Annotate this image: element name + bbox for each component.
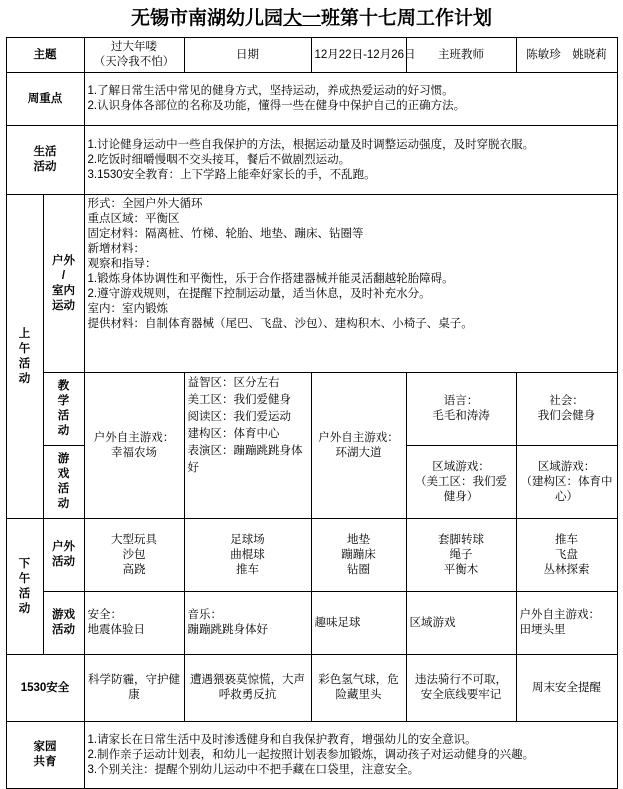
afternoon-game-col-2-item-2: 蹦蹦跳跳身体好 <box>187 624 268 636</box>
table-row-afternoon-outdoor <box>6 519 617 592</box>
morning-game-zone-art-line1: 区域游戏： <box>432 460 490 473</box>
morning-label-char-4: 动 <box>18 372 31 385</box>
afternoon-section-label <box>6 519 43 655</box>
afternoon-game-label-line1: 游戏 <box>52 609 75 621</box>
outdoor-indoor-line-8: 室内：室内锻炼 <box>87 303 168 315</box>
week-focus-content <box>84 73 617 126</box>
outdoor-indoor-label-line3: 室内 <box>52 284 75 297</box>
afternoon-game-col-5-item-2: 田埂头里 <box>519 624 566 636</box>
afternoon-outdoor-col-2-item-3: 推车 <box>236 563 259 576</box>
life-activity-line-2: 2.吃饭时细嚼慢咽不交头接耳，餐后不做剧烈运动。 <box>87 153 351 166</box>
life-activity-label-line2: 活动 <box>33 161 57 173</box>
safety-1530-col-3: 彩色氢气球，危险藏里头 <box>311 655 406 722</box>
afternoon-game-col-5-item-1: 户外自主游戏： <box>519 609 600 621</box>
morning-zone-game-1: 益智区：区分左右 <box>187 377 280 389</box>
morning-teaching-society <box>516 373 617 446</box>
morning-outdoor-free-game-2 <box>311 373 406 519</box>
life-activity-label <box>6 126 84 195</box>
table-row-afternoon-game <box>6 592 617 655</box>
outdoor-indoor-line-4: 新增材料： <box>87 243 145 255</box>
outdoor-indoor-label <box>43 195 84 373</box>
weekly-plan-table <box>6 37 618 789</box>
afternoon-game-col-1 <box>84 592 184 655</box>
afternoon-outdoor-col-2-item-1: 足球场 <box>230 533 265 546</box>
table-row-week-focus <box>6 73 617 126</box>
life-activity-line-3: 3.1530安全教育：上下学路上能牵好家长的手，不乱跑。 <box>87 168 376 181</box>
table-row-header <box>6 38 617 73</box>
afternoon-outdoor-col-3-item-3: 钻圈 <box>347 563 370 576</box>
teaching-activity-label <box>43 373 84 446</box>
theme-value-line2: （天冷我不怕） <box>93 56 175 68</box>
afternoon-outdoor-col-1-item-3: 高跷 <box>122 563 146 576</box>
outdoor-indoor-content <box>84 195 617 373</box>
afternoon-game-col-2-item-1: 音乐： <box>187 609 222 621</box>
afternoon-game-col-3-item-1: 趣味足球 <box>314 616 361 629</box>
morning-outdoor-free-game-2-line1: 户外自主游戏： <box>318 431 399 444</box>
afternoon-label-char-3: 活 <box>18 587 31 600</box>
afternoon-label-char-4: 动 <box>18 602 31 615</box>
safety-1530-col-2: 遭遇猥亵莫惊慌，大声呼救勇反抗 <box>184 655 311 722</box>
home-school-content <box>84 722 617 789</box>
teaching-label-char-3: 活 <box>57 410 70 422</box>
home-school-line-3: 3.个别关注：提醒个别幼儿运动中不把手藏在口袋里，注意安全。 <box>87 763 420 776</box>
title-prefix: 无锡市南湖幼儿园 <box>130 8 283 29</box>
afternoon-outdoor-col-3-item-1: 地垫 <box>347 533 370 546</box>
afternoon-label-char-1: 下 <box>18 557 31 570</box>
afternoon-game-label <box>43 592 84 655</box>
home-school-label-line2: 共育 <box>33 756 57 768</box>
afternoon-outdoor-col-5-item-3: 丛林探索 <box>543 563 590 576</box>
life-activity-content <box>84 126 617 195</box>
afternoon-outdoor-col-4 <box>406 519 516 592</box>
afternoon-game-col-5 <box>516 592 617 655</box>
afternoon-outdoor-col-3-item-2: 蹦蹦床 <box>341 548 376 561</box>
afternoon-game-label-line2: 活动 <box>52 624 75 636</box>
morning-outdoor-free-game-1-line1: 户外自主游戏： <box>93 431 175 444</box>
life-activity-line-1: 1.讨论健身运动中一些自我保护的方法，根据运动量及时调整运动强度，及时穿脱衣服。 <box>87 138 535 151</box>
table-row-life-activity <box>6 126 617 195</box>
outdoor-indoor-label-line1: 户外 <box>52 254 75 267</box>
afternoon-outdoor-col-4-item-3: 平衡木 <box>443 563 479 576</box>
date-label: 日期 <box>184 38 311 73</box>
morning-game-zone-construction <box>516 446 617 519</box>
home-school-line-2: 2.制作亲子运动计划表，和幼儿一起按照计划表参加锻炼，调动孩子对运动健身的兴趣。 <box>87 748 535 761</box>
table-row-home-school <box>6 722 617 789</box>
home-school-label-line1: 家园 <box>33 741 57 753</box>
morning-outdoor-free-game-1 <box>84 373 184 519</box>
afternoon-outdoor-label-line2: 活动 <box>52 556 75 568</box>
morning-game-label-char-2: 戏 <box>57 468 70 480</box>
afternoon-outdoor-col-2 <box>184 519 311 592</box>
outdoor-indoor-line-1: 形式：全园户外大循环 <box>87 198 203 210</box>
morning-zone-game-4: 建构区：体育中心 <box>187 428 280 440</box>
table-row-1530-safety <box>6 655 617 722</box>
morning-zone-game-2: 美工区：我们爱健身 <box>187 394 291 406</box>
afternoon-outdoor-col-5 <box>516 519 617 592</box>
morning-label-char-2: 午 <box>18 342 31 355</box>
afternoon-outdoor-col-5-item-1: 推车 <box>555 533 578 546</box>
afternoon-label-char-2: 午 <box>18 572 31 585</box>
morning-game-label-char-3: 活 <box>57 483 70 495</box>
afternoon-outdoor-col-2-item-2: 曲棍球 <box>230 548 265 561</box>
outdoor-indoor-line-3: 固定材料：隔离桩、竹梯、轮胎、地垫、蹦床、钻圈等 <box>87 228 364 240</box>
morning-game-zone-construction-line1: 区域游戏： <box>537 460 596 473</box>
outdoor-indoor-line-6: 1.锻炼身体协调性和平衡性，乐于合作搭建器械并能灵活翻越轮胎障碍。 <box>87 273 454 285</box>
morning-teaching-society-line1: 社会： <box>549 395 584 407</box>
afternoon-outdoor-col-3 <box>311 519 406 592</box>
morning-zone-game-3: 阅读区：我们爱运动 <box>187 411 291 423</box>
afternoon-game-col-4 <box>406 592 516 655</box>
theme-value <box>84 38 184 73</box>
teaching-label-char-4: 动 <box>57 425 70 437</box>
theme-value-line1: 过大年喽 <box>111 41 157 53</box>
afternoon-outdoor-col-4-item-2: 绳子 <box>449 548 473 561</box>
morning-game-activity-label <box>43 446 84 519</box>
afternoon-outdoor-col-1-item-1: 大型玩具 <box>111 533 157 546</box>
afternoon-outdoor-label-line1: 户外 <box>52 541 75 553</box>
week-focus-label: 周重点 <box>6 73 84 126</box>
morning-game-zone-art <box>406 446 516 519</box>
afternoon-outdoor-col-4-item-1: 套脚转球 <box>438 533 484 546</box>
morning-teaching-society-line2: 我们会健身 <box>537 410 596 422</box>
outdoor-indoor-line-2: 重点区域：平衡区 <box>87 213 180 225</box>
morning-game-label-char-1: 游 <box>57 453 70 465</box>
morning-game-zone-art-line2: （美工区：我们爱健身） <box>415 475 507 503</box>
morning-teaching-language <box>406 373 516 446</box>
morning-teaching-language-line1: 语言： <box>443 395 479 407</box>
morning-game-zone-construction-line2: （建构区：体育中心） <box>520 475 613 503</box>
title-suffix: 班第十七周工作计划 <box>321 8 493 29</box>
safety-1530-label: 1530安全 <box>6 655 84 722</box>
outdoor-indoor-line-5: 观察和指导： <box>87 258 157 270</box>
safety-1530-col-1: 科学防霾，守护健康 <box>84 655 184 722</box>
afternoon-outdoor-col-1 <box>84 519 184 592</box>
morning-outdoor-free-game-2-line2: 环湖大道 <box>335 446 382 459</box>
teaching-label-char-1: 教 <box>57 380 70 392</box>
morning-label-char-3: 活 <box>18 357 31 370</box>
home-school-line-1: 1.请家长在日常生活中及时渗透健身和自我保护教育，增强幼儿的安全意识。 <box>87 733 477 746</box>
outdoor-indoor-label-line4: 运动 <box>52 299 75 312</box>
teaching-label-char-2: 学 <box>57 395 70 407</box>
title-underlined-class: 大一 <box>282 8 321 29</box>
page-title <box>0 0 623 37</box>
afternoon-game-col-3 <box>311 592 406 655</box>
afternoon-game-col-4-item-1: 区域游戏 <box>409 616 456 629</box>
teacher-value: 陈敏珍 姚晓莉 <box>516 38 617 73</box>
date-value: 12月22日-12月26日 <box>311 38 406 73</box>
table-row-morning-outdoor-indoor <box>6 195 617 373</box>
afternoon-outdoor-col-5-item-2: 飞盘 <box>555 548 578 561</box>
afternoon-outdoor-col-1-item-2: 沙包 <box>122 548 146 561</box>
outdoor-indoor-line-7: 2.遵守游戏规则，在提醒下控制运动量，适当休息，及时补充水分。 <box>87 288 431 300</box>
afternoon-outdoor-label <box>43 519 84 592</box>
teacher-label: 主班教师 <box>406 38 516 73</box>
morning-game-label-char-4: 动 <box>57 498 70 510</box>
morning-outdoor-free-game-1-line2: 幸福农场 <box>111 446 157 459</box>
safety-1530-col-4: 违法骑行不可取，安全底线要牢记 <box>406 655 516 722</box>
table-row-morning-teaching <box>6 373 617 446</box>
afternoon-game-col-2 <box>184 592 311 655</box>
outdoor-indoor-label-line2: / <box>61 269 66 282</box>
morning-zone-game-5: 表演区：蹦蹦跳跳身体好 <box>187 445 303 474</box>
afternoon-game-col-1-item-1: 安全： <box>87 609 122 621</box>
outdoor-indoor-line-9: 提供材料：自制体育器械（尾巴、飞盘、沙包）、建构积木、小椅子、桌子。 <box>87 318 473 330</box>
week-focus-line-2: 2.认识身体各部位的名称及功能，懂得一些在健身中保护自己的正确方法。 <box>87 100 466 112</box>
life-activity-label-line1: 生活 <box>33 146 57 158</box>
week-focus-line-1: 1.了解日常生活中常见的健身方式，坚持运动，养成热爱运动的好习惯。 <box>87 85 454 97</box>
theme-label: 主题 <box>6 38 84 73</box>
morning-label-char-1: 上 <box>18 327 31 340</box>
afternoon-game-col-1-item-2: 地震体验日 <box>87 624 145 636</box>
morning-zone-games <box>184 373 311 519</box>
morning-teaching-language-line2: 毛毛和涛涛 <box>432 410 490 422</box>
morning-section-label <box>6 195 43 519</box>
home-school-label <box>6 722 84 789</box>
safety-1530-col-5: 周末安全提醒 <box>516 655 617 722</box>
